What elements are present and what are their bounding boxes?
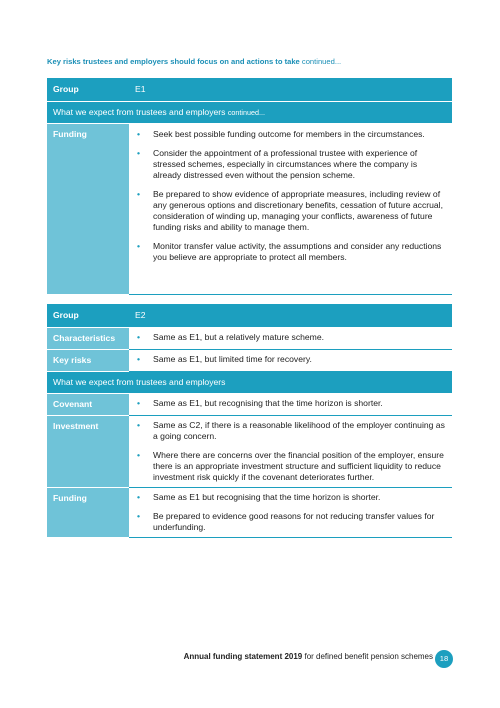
group-value: E2 bbox=[129, 304, 452, 327]
list-item: • Same as E1, but recognising that the time horizon is shorter. bbox=[137, 397, 383, 408]
page-footer bbox=[0, 652, 433, 661]
bullet-icon: • bbox=[137, 449, 141, 460]
list-item: • Seek best possible funding outcome for members in the circumstances. bbox=[137, 128, 425, 139]
funding-list bbox=[135, 129, 446, 263]
list-item: • Be prepared to show evidence of appropriate measures, including review of any generous options and discretionary benefits, cessation of future accrual, consideration of winding up, managing your conflicts, awareness of future funding risks and ability to manage them. bbox=[137, 188, 443, 232]
list-item: • Be prepared to evidence good reasons for not reducing transfer values for underfunding. bbox=[137, 510, 435, 532]
bullet-icon: • bbox=[137, 147, 141, 158]
list-item: • Same as E1, but a relatively mature scheme. bbox=[137, 331, 324, 342]
group-e2-table bbox=[47, 304, 452, 538]
list-item: • Consider the appointment of a professional trustee with experience of stressed schemes, especially in circumstances where the company is already distressed even without the pension scheme. bbox=[137, 147, 418, 180]
footer-subtitle: for defined benefit pension schemes bbox=[302, 652, 433, 661]
section-heading bbox=[47, 57, 341, 66]
investment-row bbox=[47, 415, 452, 487]
expectations-band-text: What we expect from trustees and employers bbox=[53, 106, 226, 117]
expectations-band bbox=[47, 101, 452, 123]
characteristics-row bbox=[47, 327, 452, 349]
list-item: • Monitor transfer value activity, the assumptions and consider any reductions you believe are appropriate to protect all members. bbox=[137, 240, 442, 262]
funding-label: Funding bbox=[47, 123, 129, 294]
list-item: • Where there are concerns over the financial position of the employer, ensure there is an appropriate investment structure and sufficient liquidity to reduce investment risk quickly if the covenant deteriorates further. bbox=[137, 449, 444, 482]
investment-label: Investment bbox=[47, 415, 129, 487]
covenant-row bbox=[47, 393, 452, 415]
section-heading-continued: continued... bbox=[301, 57, 342, 66]
covenant-content bbox=[129, 393, 452, 415]
list-item: • Same as E1, but limited time for recovery. bbox=[137, 353, 312, 364]
key-risks-row bbox=[47, 349, 452, 371]
bullet-icon: • bbox=[137, 240, 141, 251]
page-number: 18 bbox=[435, 650, 453, 668]
funding-label: Funding bbox=[47, 487, 129, 537]
footer-title: Annual funding statement 2019 bbox=[183, 652, 303, 661]
section-heading-text: Key risks trustees and employers should focus on and actions to take bbox=[47, 57, 300, 66]
funding-content bbox=[129, 123, 452, 294]
bullet-icon: • bbox=[137, 128, 141, 139]
list-item: • Same as E1 but recognising that the time horizon is shorter. bbox=[137, 491, 381, 502]
bullet-icon: • bbox=[137, 510, 141, 521]
bullet-icon: • bbox=[137, 419, 141, 430]
funding-row bbox=[47, 487, 452, 537]
bullet-icon: • bbox=[137, 397, 141, 408]
key-risks-label: Key risks bbox=[47, 349, 129, 371]
expectations-band-continued: continued... bbox=[227, 107, 265, 117]
group-value: E1 bbox=[129, 78, 452, 101]
group-e1-table bbox=[47, 78, 452, 295]
covenant-label: Covenant bbox=[47, 393, 129, 415]
bullet-icon: • bbox=[137, 331, 141, 342]
key-risks-content bbox=[129, 349, 452, 371]
characteristics-label: Characteristics bbox=[47, 327, 129, 349]
funding-content bbox=[129, 487, 452, 537]
characteristics-content bbox=[129, 327, 452, 349]
group-header-row bbox=[47, 304, 452, 327]
bullet-icon: • bbox=[137, 353, 141, 364]
bullet-icon: • bbox=[137, 491, 141, 502]
group-label: Group bbox=[47, 304, 129, 327]
list-item: • Same as C2, if there is a reasonable likelihood of the employer continuing as a going concern. bbox=[137, 419, 445, 441]
investment-content bbox=[129, 415, 452, 487]
funding-row bbox=[47, 123, 452, 294]
group-header-row bbox=[47, 78, 452, 101]
expectations-band-cell bbox=[47, 101, 452, 123]
expectations-band bbox=[47, 371, 452, 393]
bullet-icon: • bbox=[137, 188, 141, 199]
expectations-band-text: What we expect from trustees and employers bbox=[47, 371, 452, 393]
group-label: Group bbox=[47, 78, 129, 101]
